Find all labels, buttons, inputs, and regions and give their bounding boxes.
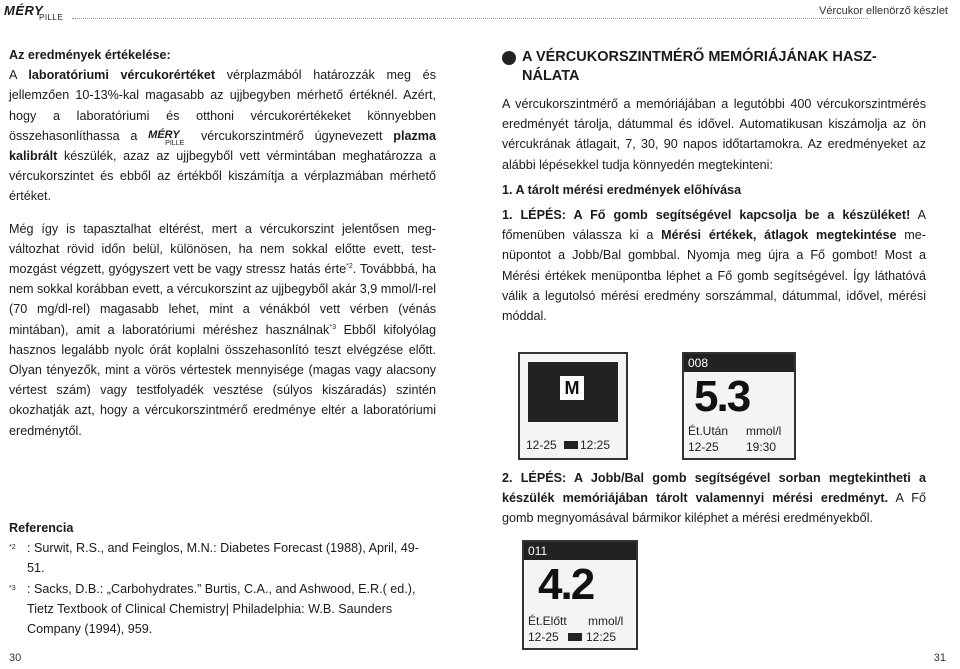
reference-text: : Sacks, D.B.: „Carbohydrates.” Burtis, C.A., and Ashwood, E.R.( ed.), Tietz Textbook of Clinical Chemistry| Philadelphia: W.B. Saunders Company (1994), 959.: [27, 581, 416, 637]
reference-mark: *2: [9, 544, 16, 552]
screen2-date: 12-25: [688, 440, 719, 454]
screen2-value: 5.3: [694, 372, 750, 421]
page-number-right: 31: [933, 652, 946, 664]
p1-bold: laboratóriumi vércukorértéket: [28, 68, 216, 83]
p2-sup2: *3: [329, 323, 336, 331]
screen2-unit: mmol/l: [746, 424, 782, 438]
p2-b: . Továbbbá, ha nem sokkal korábban evett, a vércukorszint az ujjbegyből akár 3,9 mmol/l-rel (70 mg/dl-rel) magasabb lehet, mint a vénákból vett vérben (vénás mintában), amit a laboratóriumi méréshez használnak: [9, 262, 436, 337]
evaluation-paragraph-1: [9, 65, 436, 206]
recall-subheading: 1. A tárolt mérési eredmények előhívása: [502, 182, 742, 197]
reference-mark: *3: [9, 584, 16, 592]
screen2-record-number: 008: [688, 356, 709, 370]
reference-section: [9, 518, 436, 639]
left-column: [9, 45, 436, 441]
reference-item: [9, 538, 436, 578]
step1-bold: 1. LÉPÉS: A Fő gomb segítségével kapcsolja be a készüléket!: [502, 208, 911, 223]
p2-c: Ebből kifolyólag hasznos legalább nyolc órát koplalni összehasonlító teszt elvégzése előtt. Olyan tényezők, mint a vörös vértestek mennyisége (magas vagy alacsony vértest szám) vagy testfolyadék vesztése (súlyos kiszáradás) szintén okozhatják azt, hogy a vércukorszintmérő eredménye eltér a laboratóriumi eredménytől.: [9, 322, 436, 438]
p1-rest: vérplazmából határozzák meg és jellemzően 10-13%-kal magasabb az ujjbegyben mérhető értéknél. Azért, hogy a laboratóriumi és otthoni vércukorértékeket könnyebben összehasonlíthassa a: [9, 68, 436, 143]
bullet-icon: [502, 51, 516, 65]
reference-item: [9, 579, 436, 640]
cursor-block: [568, 633, 582, 641]
inline-mery-logo: [148, 128, 190, 147]
header-rule: [72, 18, 868, 19]
evaluation-paragraph-2: [9, 219, 436, 441]
logo-pille-text: PILLE: [39, 13, 64, 22]
header-title: Vércukor ellenörző készlet: [818, 5, 948, 17]
memory-intro: A vércukorszintmérő a memóriájában a legutóbbi 400 vércukorszintmérés eredményét tárolja, dátummal és idővel. Automatikusan kiszámolja az ön vércukrának átlagait, 7, 30, 90 napos időtartamokra. Az eredményeket az alábbi lépésekkel tudja könnyedén megtekinteni:: [502, 97, 926, 172]
p2-a: Még így is tapasztalhat eltérést, mert a vércukorszint jelentősen megváltozhat rövid időn belül, különösen, ha nem sokkal előtte evett, testmozgást végzett, gyógyszert vett be vagy stressz hatás érte: [9, 221, 436, 277]
p1-end: készülék, azaz az ujjbegyből vett vérmintában meghatározza a vércukorszintet és ebből az értékből kiszámítja a vérplazmában mérhető értéket.: [9, 149, 436, 204]
step1-bold2: Mérési értékek, átlagok megtekintése: [661, 228, 897, 243]
screen3-date: 12-25: [528, 630, 559, 644]
evaluation-heading: Az eredmények értékelése:: [9, 48, 171, 62]
mery-pille-logo: [4, 3, 74, 25]
screen3-unit: mmol/l: [588, 614, 624, 628]
screen2-time: 19:30: [746, 440, 777, 454]
reference-text: : Surwit, R.S., and Feinglos, M.N.: Diabetes Forecast (1988), April, 49-51.: [27, 541, 419, 576]
memory-section-title: [502, 48, 926, 86]
step2-rest: A Fő gomb megnyomásával bármikor kiléphet a mérési eredményekből.: [502, 491, 926, 526]
screen1-time: 12:25: [580, 438, 611, 452]
meter-screen-result-008: [682, 352, 796, 460]
inline-logo-pille: PILLE: [165, 139, 185, 147]
screen3-record-number: 011: [528, 544, 548, 558]
p1-bold2: plazma kalibrált: [9, 128, 436, 164]
reference-title: Referencia: [9, 521, 74, 535]
right-column: [502, 48, 926, 326]
cursor-block: [564, 441, 578, 449]
inline-logo-mery: MÉRY: [148, 128, 180, 141]
step1-b: menüpontot a Jobb/Bal gombbal. Nyomja meg újra a Fő gombot! Most a Mérési értékek menüpontba léphet a Fő gomb segítségével. Így láthatóvá válik a legutolsó mérési eredmény sorszámmal, dátummal, idővel, mérési móddal.: [502, 228, 926, 324]
screen3-value: 4.2: [538, 560, 594, 609]
p1-mid: vércukorszintmérő úgynevezett: [190, 128, 394, 143]
meter-screen-menu: [518, 352, 628, 460]
screen3-time: 12:25: [586, 630, 617, 644]
p1-pre: A: [9, 68, 29, 83]
step-1: [502, 205, 926, 326]
meter-screen-result-011: [522, 540, 638, 650]
memory-icon: M: [560, 376, 584, 400]
step-2-block: [502, 468, 926, 529]
page-number-left: 30: [9, 652, 22, 664]
screen3-mode: Ét.Előtt: [528, 614, 567, 628]
step1-a: A főmenüben válassza ki a: [502, 208, 926, 243]
step2-bold: 2. LÉPÉS: A Jobb/Bal gomb segítségével sorban megtekintheti a készülék memóriájában tárolt valamennyi mérési eredményt.: [502, 471, 926, 506]
memory-title-text: A VÉRCUKORSZINTMÉRŐ MEMÓRIÁJÁNAK HASZNÁLATA: [522, 49, 877, 84]
step-2: [502, 468, 926, 529]
screen1-date: 12-25: [526, 438, 557, 452]
p2-sup1: *2: [346, 262, 353, 270]
logo-mery-text: MÉRY: [4, 3, 44, 18]
screen2-mode: Ét.Után: [688, 424, 729, 438]
